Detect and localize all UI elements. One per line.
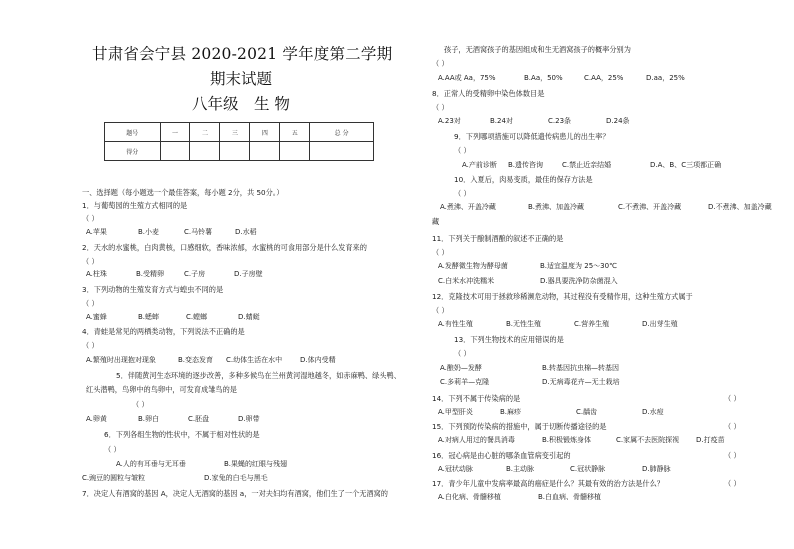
option[interactable]: A.煮沸、开盖冷藏: [440, 203, 496, 211]
option[interactable]: C.幼体生活在水中: [226, 356, 283, 364]
option[interactable]: B.遗传咨询: [508, 161, 544, 169]
option[interactable]: B.24对: [490, 117, 513, 125]
question-stem: 6．下列各组生物的性状中，不属于相对性状的是: [104, 430, 260, 439]
option[interactable]: C.不煮沸、开盖冷藏: [618, 203, 682, 211]
score-cell[interactable]: [220, 142, 250, 161]
option[interactable]: A.冠状动脉: [438, 465, 473, 473]
option[interactable]: A.有性生殖: [438, 320, 473, 328]
score-table-header: 三: [220, 123, 250, 142]
score-cell[interactable]: [250, 142, 280, 161]
answer-paren[interactable]: （ ）: [432, 248, 449, 257]
question-stem: 8．正常人的受精卵中染色体数目是: [432, 89, 545, 98]
option[interactable]: B.积极锻炼身体: [542, 436, 592, 444]
question-stem: 1．与葡萄园的生殖方式相同的是: [82, 201, 188, 210]
answer-paren[interactable]: （ ）: [82, 299, 99, 308]
option[interactable]: C.马铃薯: [184, 228, 213, 236]
option[interactable]: A.白化病、骨髓移植: [438, 493, 501, 501]
option[interactable]: A.柱珠: [86, 270, 107, 278]
option[interactable]: B.Aa，50%: [524, 74, 563, 82]
option[interactable]: A.苹果: [86, 228, 107, 236]
option[interactable]: B.煮沸、加盖冷藏: [528, 203, 585, 211]
answer-paren[interactable]: （ ）: [432, 306, 449, 315]
option[interactable]: A.蜜蜂: [86, 313, 107, 321]
option[interactable]: C.螳螂: [186, 313, 208, 321]
option[interactable]: B.无性生殖: [506, 320, 542, 328]
exam-title: 甘肃省会宁县 2020-2021 学年度第二学期: [92, 45, 393, 63]
option[interactable]: D.出芽生殖: [642, 320, 678, 328]
question-stem: 12．克隆技术可用于拯救珍稀濒危动物，其过程没有受精作用，这种生殖方式属于: [432, 292, 693, 301]
option[interactable]: D.A、B、C三项都正确: [650, 161, 722, 169]
question-stem: 16．冠心病是由心脏的哪条血管病变引起的: [432, 451, 571, 460]
option[interactable]: B.麻疹: [500, 408, 522, 416]
option[interactable]: D.24条: [606, 117, 630, 125]
question-stem: 2．天水的水蜜桃，白肉黄核，口感细软，香味浓郁，水蜜桃的可食用部分是什么发育来的: [82, 243, 367, 252]
question-stem: 7．决定人有酒窝的基因 A，决定人无酒窝的基因 a，一对夫妇均有酒窝，他们生了一个无酒窝的: [82, 489, 388, 498]
option[interactable]: D.卵带: [238, 415, 260, 423]
option[interactable]: B.转基因抗虫棉—转基因: [542, 364, 620, 372]
option[interactable]: C.多莉羊—克隆: [440, 378, 490, 386]
option[interactable]: B.适宜温度为 25～30℃: [540, 262, 617, 270]
subject-label: 生 物: [254, 95, 290, 113]
score-table-header: 总 分: [310, 123, 374, 142]
answer-paren[interactable]: （ ）: [724, 394, 741, 403]
option[interactable]: A.酿奶—发酵: [440, 364, 482, 372]
option[interactable]: A.AA或 Aa，75%: [438, 74, 496, 82]
option[interactable]: D.无病毒花卉—无土栽培: [542, 378, 620, 386]
option[interactable]: B.小麦: [138, 228, 160, 236]
score-table: [104, 122, 374, 161]
score-cell[interactable]: [310, 142, 374, 161]
answer-paren[interactable]: （ ）: [104, 445, 121, 454]
option[interactable]: C.23条: [548, 117, 572, 125]
option[interactable]: C.白米水冲洗糯米: [438, 277, 495, 285]
question-stem: 10．入夏后，肉易变质，最佳的保存方法是: [454, 175, 593, 184]
option[interactable]: D.水痘: [642, 408, 664, 416]
answer-paren[interactable]: （ ）: [724, 422, 741, 431]
question-stem-cont: 孩子，无酒窝孩子的基因组成和生无酒窝孩子的概率分别为: [444, 45, 631, 54]
option[interactable]: D.aa，25%: [646, 74, 685, 82]
question-stem: 4．青蛙是常见的两栖类动物，下列说法不正确的是: [82, 327, 245, 336]
option[interactable]: B.卵白: [138, 415, 160, 423]
option[interactable]: D.打疫苗: [696, 436, 725, 444]
question-stem: 9．下列哪项措施可以降低遗传病患儿的出生率？: [454, 132, 610, 141]
option[interactable]: B.主动脉: [506, 465, 535, 473]
option[interactable]: A.卵黄: [86, 415, 107, 423]
option[interactable]: D.体内受精: [300, 356, 336, 364]
section-heading: 一、选择题（每小题选一个最佳答案，每小题 2分，共 50分。）: [82, 188, 284, 197]
score-cell[interactable]: [280, 142, 310, 161]
option[interactable]: D.器具要洗净防杂菌混入: [540, 277, 618, 285]
option[interactable]: A.发酵微生物为酵母菌: [438, 262, 508, 270]
option[interactable]: B.蟋蟀: [138, 313, 160, 321]
answer-paren[interactable]: （ ）: [82, 257, 99, 266]
option[interactable]: D.蜻蜓: [238, 313, 260, 321]
option[interactable]: B.变态发育: [178, 356, 214, 364]
score-table-header: 题号: [105, 123, 161, 142]
score-table-header: 四: [250, 123, 280, 142]
option[interactable]: D.不煮沸、加盖冷藏: [708, 203, 772, 211]
option[interactable]: C.AA，25%: [584, 74, 624, 82]
option[interactable]: A.繁殖时出现抱对现象: [86, 356, 156, 364]
grade-label: 八年级: [192, 95, 239, 113]
answer-paren[interactable]: （ ）: [82, 214, 99, 223]
score-cell[interactable]: [190, 142, 220, 161]
option[interactable]: A.甲型肝炎: [438, 408, 473, 416]
question-stem: 15．下列预防传染病的措施中，属于切断传播途径的是: [432, 422, 607, 431]
answer-paren[interactable]: （ ）: [724, 479, 741, 488]
score-table-score-row: [105, 142, 374, 161]
option[interactable]: A.对病人用过的餐具消毒: [438, 436, 515, 444]
answer-paren[interactable]: （ ）: [432, 59, 449, 68]
option[interactable]: B.果蝇的红眼与残翅: [224, 460, 288, 468]
score-row-label: 得分: [105, 142, 161, 161]
option[interactable]: D.家兔的白毛与黑毛: [204, 474, 268, 482]
score-table-header-row: [105, 123, 374, 142]
answer-paren[interactable]: （ ）: [454, 349, 471, 358]
option-wrap: 藏: [432, 217, 440, 226]
option[interactable]: C.豌豆的圆粒与皱粒: [82, 474, 146, 482]
option[interactable]: A.人的有耳垂与无耳垂: [116, 460, 186, 468]
option[interactable]: C.禁止近亲结婚: [562, 161, 612, 169]
option[interactable]: C.家属不去医院探视: [616, 436, 680, 444]
option[interactable]: C.胚盘: [188, 415, 210, 423]
score-table-header: 一: [160, 123, 190, 142]
option[interactable]: B.白血病、骨髓移植: [538, 493, 602, 501]
option[interactable]: C.冠状静脉: [570, 465, 606, 473]
answer-paren[interactable]: （ ）: [454, 189, 471, 198]
question-stem: 13．下列生物技术的应用错误的是: [454, 335, 564, 344]
question-stem: 5．伴随黄河生态环境的逐步改善，多种多候鸟在兰州黄河湿地越冬，如赤麻鸭、绿头鸭、: [116, 371, 401, 380]
question-stem: 3．下列动物的生殖发育方式与蝗虫不同的是: [82, 285, 224, 294]
option[interactable]: C.营养生殖: [574, 320, 610, 328]
option[interactable]: D.水稻: [235, 228, 257, 236]
question-stem: 14．下列不属于传染病的是: [432, 394, 521, 403]
answer-paren[interactable]: （ ）: [432, 103, 449, 112]
question-stem: 红头潜鸭，鸟卵中的鸟卵中，可发育成雏鸟的是: [86, 385, 237, 394]
option[interactable]: A.产前诊断: [462, 161, 497, 169]
option[interactable]: D.肺静脉: [642, 465, 671, 473]
score-table-header: 五: [280, 123, 310, 142]
answer-paren[interactable]: （ ）: [132, 400, 149, 409]
option[interactable]: B.受精卵: [136, 270, 165, 278]
exam-subtitle: 期末试题: [210, 70, 273, 88]
answer-paren[interactable]: （ ）: [82, 341, 99, 350]
score-table-header: 二: [190, 123, 220, 142]
option[interactable]: A.23对: [438, 117, 461, 125]
question-stem: 11．下列关于酿制酒酿的叙述不正确的是: [432, 234, 564, 243]
option[interactable]: D.子房壁: [234, 270, 263, 278]
score-cell[interactable]: [160, 142, 190, 161]
option[interactable]: C.龋齿: [576, 408, 598, 416]
option[interactable]: C.子房: [184, 270, 206, 278]
answer-paren[interactable]: （ ）: [724, 451, 741, 460]
question-stem: 17．青少年儿童中发病率最高的癌症是什么？其最有效的治方法是什么？: [432, 479, 664, 488]
answer-paren[interactable]: （ ）: [454, 146, 471, 155]
